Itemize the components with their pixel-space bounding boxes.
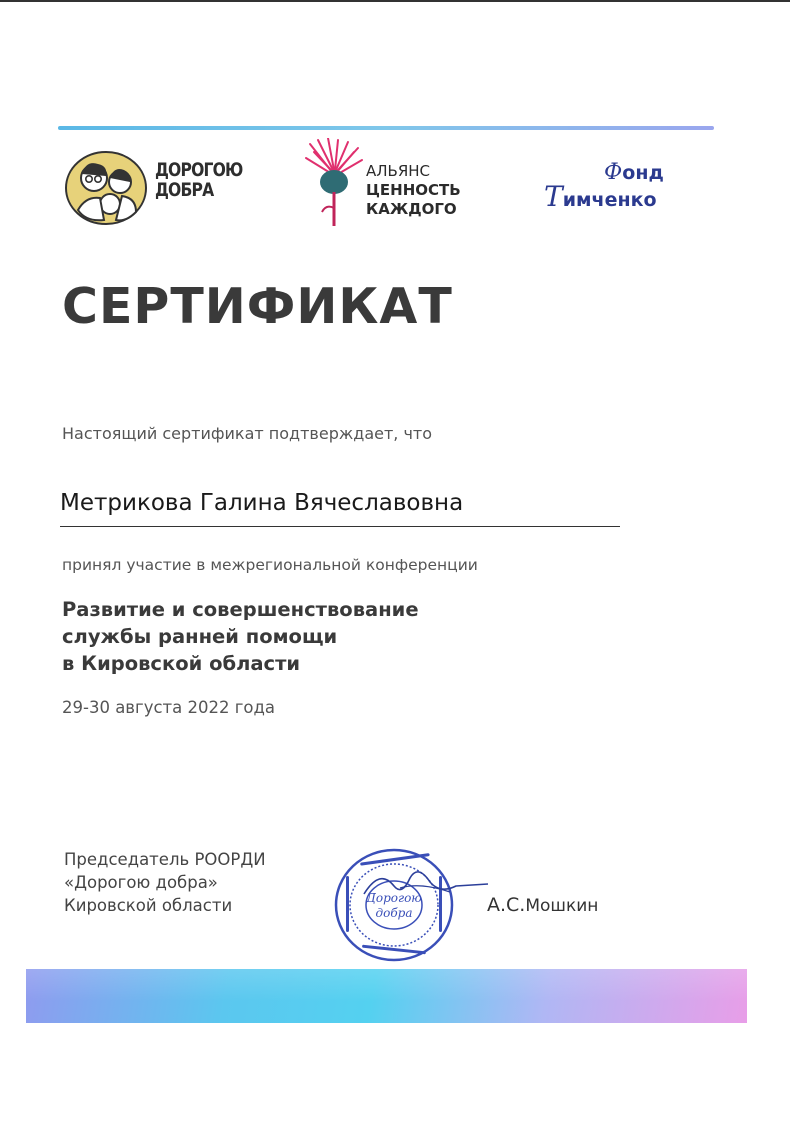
logo-av-line3: КАЖДОГО [366,200,457,218]
certificate-title: СЕРТИФИКАТ [62,278,453,335]
logo-av-line1: АЛЬЯНС [366,162,431,180]
page-top-edge [0,0,790,2]
signatory-surname: Мошкин [525,896,599,916]
event-title-line: Развитие и совершенствование [62,598,419,621]
logo-dd-line1: ДОРОГОЮ [155,159,243,181]
event-title-line: службы ранней помощи [62,625,338,648]
footer-band-sheen [26,969,747,1023]
event-title-line: в Кировской области [62,652,301,675]
signatory-position-line: Председатель РООРДИ [64,850,266,869]
logo-dorogoyu-dobra-text [155,160,243,200]
footer-gradient-band [26,969,747,1023]
header-accent-rule [58,126,714,130]
confirm-text: Настоящий сертификат подтверждает, что [62,424,433,443]
logo-dd-line2: ДОБРА [155,179,214,201]
event-date: 29-30 августа 2022 года [62,698,276,717]
logo-fond-line1: Фонд [604,160,664,185]
signatory-position [64,848,266,917]
signatory-position-line: Кировской области [64,896,233,915]
logo-alliance [304,138,504,228]
logo-av-line2: ЦЕННОСТЬ [366,181,461,199]
event-title [62,596,419,677]
signatory-name [487,894,598,916]
stamp-center-line1: Дорогою [366,891,422,905]
logo-fond-line2: Тимченко [544,180,657,213]
logo-dorogoyu-dobra [64,148,264,228]
recipient-name: Метрикова Галина Вячеславовна [60,490,620,527]
stamp-center-line2: добра [375,906,413,920]
family-emblem-icon [64,148,150,228]
participation-text: принял участие в межрегиональной конференции [62,556,478,574]
signatory-position-line: «Дорогою добра» [64,873,218,892]
logo-alliance-text [366,162,461,219]
signatory-initials: А.С. [487,894,526,916]
thistle-icon [304,138,366,228]
handwritten-signature [360,864,490,904]
logo-fond-timchenko [544,160,719,220]
